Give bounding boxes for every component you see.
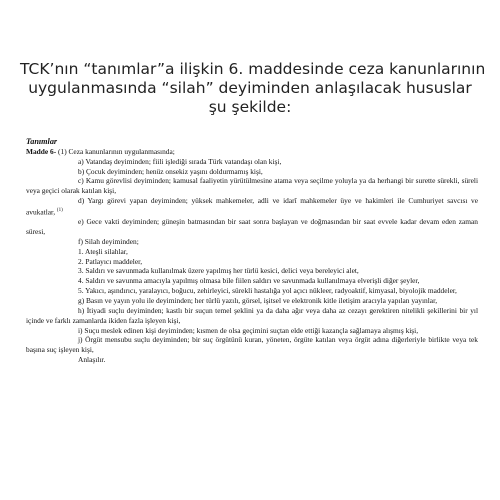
definition-a: a) Vatandaş deyiminden; fiili işlediği sırada Türk vatandaşı olan kişi,	[78, 156, 282, 166]
article-intro-text: (1) Ceza kanunlarının uygulanmasında;	[56, 146, 175, 156]
definition-e: e) Gece vakti deyiminden; güneşin batmasından bir saat sonra başlayan ve doğmasından bir saat evvele kadar devam eden zaman süresi,	[26, 217, 478, 237]
closing: Anlaşılır.	[78, 355, 106, 365]
definition-d-text: d) Yargı görevi yapan deyiminden; yüksek mahkemeler, adli ve idarî mahkemeler üye ve hakimleri ile Cumhuriyet savcısı ve avukatlar,	[26, 196, 478, 217]
weapon-item-2: 2. Patlayıcı maddeler,	[78, 256, 143, 266]
weapon-item-1: 1. Ateşli silahlar,	[78, 246, 128, 256]
heading-line-2: uygulanmasında “silah” deyiminden anlaşılacak hususlar	[28, 79, 472, 97]
definition-f: f) Silah deyiminden;	[78, 236, 139, 246]
definition-i: i) Suçu meslek edinen kişi deyiminden; kısmen de olsa geçimini suçtan elde ettiği kazançla sağlamaya alışmış kişi,	[78, 325, 419, 335]
definition-c: c) Kamu görevlisi deyiminden; kamusal faaliyetin yürütülmesine atama veya seçilme yoluyla ya da herhangi bir surette sürekli, süreli veya geçici olarak katılan kişi,	[26, 176, 478, 196]
weapon-item-4: 4. Saldırı ve savunma amacıyla yapılmış olmasa bile fiilen saldırı ve savunmada kullanılmaya elverişli diğer şeyler,	[78, 276, 420, 286]
definition-g: g) Basın ve yayın yolu ile deyiminden; her türlü yazılı, görsel, işitsel ve elektronik kitle iletişim aracıyla yapılan yayınlar,	[78, 295, 438, 305]
article-intro	[26, 147, 478, 157]
law-text	[26, 137, 478, 365]
definition-b: b) Çocuk deyiminden; henüz onsekiz yaşını doldurmamış kişi,	[78, 166, 263, 176]
article-label: Madde 6-	[26, 146, 57, 156]
heading-line-3: şu şekilde:	[208, 98, 292, 116]
heading	[20, 60, 486, 117]
footnote-marker: (1)	[56, 207, 63, 213]
heading-line-1: TCK’nın “tanımlar”a ilişkin 6. maddesinde ceza kanunlarının	[20, 60, 486, 78]
weapon-item-3: 3. Saldırı ve savunmada kullanılmak üzere yapılmış her türlü kesici, delici veya bereleyici alet,	[78, 266, 359, 276]
section-title: Tanımlar	[26, 137, 58, 146]
definition-d	[26, 196, 478, 217]
definition-j: j) Örgüt mensubu suçlu deyiminden; bir suç örgütünü kuran, yöneten, örgüte katılan veya örgüt adına diğerleriyle birlikte veya tek başına suç işleyen kişi,	[26, 335, 478, 355]
definition-h: h) İtiyadi suçlu deyiminden; kastlı bir suçun temel şeklini ya da daha ağır veya daha az cezayı gerektiren nitelikli şekillerini bir yıl içinde ve farklı zamanlarda ikiden fazla işleyen kişi,	[26, 305, 478, 325]
weapon-item-5: 5. Yakıcı, aşındırıcı, yaralayıcı, boğucu, zehirleyici, sürekli hastalığa yol açıcı nükleer, radyoaktif, kimyasal, biyolojik maddeler,	[78, 286, 457, 296]
